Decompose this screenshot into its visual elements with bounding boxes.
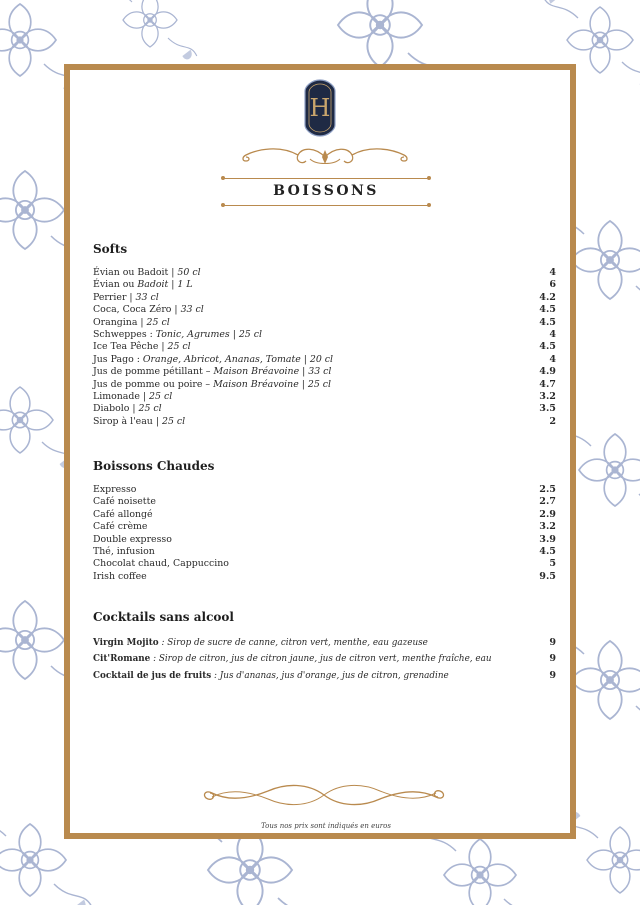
item-label <box>93 317 170 329</box>
item-price: 4.5 <box>539 316 556 328</box>
item-price: 2 <box>549 415 556 427</box>
item-price: 4.5 <box>539 341 556 353</box>
item-label: Chocolat chaud, Cappuccino <box>93 558 229 570</box>
item-label <box>93 279 193 291</box>
menu-item <box>93 391 556 403</box>
item-price: 3.9 <box>539 533 556 545</box>
menu-item <box>93 651 556 667</box>
title-rule-top <box>223 178 429 179</box>
item-detail: | 25 cl <box>129 403 162 415</box>
menu-item <box>93 366 556 378</box>
item-label <box>93 668 449 684</box>
item-detail: | 25 cl <box>158 341 191 353</box>
item-price: 4.5 <box>539 304 556 316</box>
item-price: 4.2 <box>539 291 556 303</box>
hot-drinks-list <box>93 484 556 583</box>
item-detail: | 50 cl <box>168 267 201 278</box>
item-label <box>93 267 201 279</box>
item-name: Schweppes : <box>93 328 156 340</box>
item-detail: Orange, Abricot, Ananas, Tomate | 20 cl <box>142 353 334 365</box>
menu-item <box>93 317 556 329</box>
item-detail: | 33 cl <box>126 291 159 303</box>
section-title-cocktails: Cocktails sans alcool <box>93 610 234 624</box>
page-title: BOISSONS <box>273 183 379 199</box>
menu-item <box>93 496 556 508</box>
section-title-hot-drinks: Boissons Chaudes <box>93 459 215 473</box>
item-price: 9 <box>549 653 556 665</box>
item-price: 2.5 <box>539 484 556 495</box>
item-label <box>93 329 262 341</box>
item-label <box>93 366 331 378</box>
cocktail-description: : Sirop de sucre de canne, citron vert, menthe, eau gazeuse <box>158 638 428 648</box>
logo-letter: H <box>309 94 331 122</box>
item-price: 6 <box>549 279 556 291</box>
item-name: Coca, Coca Zéro <box>93 304 172 316</box>
cocktail-name: Cocktail de jus de fruits <box>93 670 212 681</box>
item-label <box>93 341 191 353</box>
item-detail: Tonic, Agrumes | 25 cl <box>155 328 262 340</box>
item-label: Café noisette <box>93 496 156 508</box>
menu-item <box>93 635 556 651</box>
menu-item <box>93 416 556 428</box>
item-name: Sirop à l'eau <box>93 415 153 427</box>
menu-item <box>93 484 556 496</box>
menu-item <box>93 534 556 546</box>
item-label <box>93 379 331 391</box>
item-price: 9 <box>549 669 556 681</box>
item-detail: | 25 cl <box>139 390 173 402</box>
item-price: 3.2 <box>539 390 556 402</box>
menu-item <box>93 521 556 533</box>
item-label: Thé, infusion <box>93 545 155 557</box>
menu-card <box>64 64 576 839</box>
section-title-softs: Softs <box>93 242 128 256</box>
item-price: 4 <box>549 267 556 278</box>
item-label: Irish coffee <box>93 570 147 582</box>
menu-item <box>93 571 556 583</box>
cocktail-description: : Sirop de citron, jus de citron jaune, jus de citron vert, menthe fraîche, eau <box>150 654 492 665</box>
item-label <box>93 304 204 316</box>
item-detail: | 25 cl <box>137 316 170 328</box>
menu-item <box>93 403 556 415</box>
item-label <box>93 651 491 667</box>
item-price: 4 <box>549 328 556 340</box>
item-name: Orangina <box>93 316 138 328</box>
item-price: 5 <box>549 558 556 570</box>
menu-item <box>93 341 556 353</box>
title-rule-bottom <box>223 205 429 206</box>
cocktails-list <box>93 635 556 684</box>
menu-item <box>93 668 556 684</box>
item-label: Café allongé <box>93 508 153 520</box>
menu-item <box>93 267 556 279</box>
item-detail: Maison Bréavoine | 25 cl <box>213 378 332 390</box>
item-price: 3.5 <box>539 403 556 415</box>
cocktail-name: Cit'Romane <box>93 654 151 665</box>
item-label <box>93 292 159 304</box>
menu-item <box>93 509 556 521</box>
item-price: 9 <box>549 637 556 648</box>
item-detail: | 25 cl <box>152 415 186 427</box>
ornament-bottom <box>198 781 450 809</box>
monogram-logo <box>301 79 339 137</box>
item-detail: Maison Bréavoine | 33 cl <box>213 366 332 378</box>
item-name: Jus de pomme ou poire – <box>93 378 214 390</box>
item-name: Ice Tea Pêche <box>93 341 159 353</box>
item-detail: Badoit | 1 L <box>137 279 193 291</box>
menu-item <box>93 329 556 341</box>
softs-list <box>93 267 556 428</box>
item-label <box>93 391 172 403</box>
menu-item <box>93 304 556 316</box>
item-label <box>93 416 185 428</box>
item-label: Expresso <box>93 484 137 495</box>
menu-item <box>93 558 556 570</box>
menu-item <box>93 379 556 391</box>
item-price: 4.5 <box>539 545 556 557</box>
cocktail-description: : Jus d'ananas, jus d'orange, jus de citron, grenadine <box>211 670 449 681</box>
item-price: 3.2 <box>539 521 556 533</box>
menu-item <box>93 354 556 366</box>
menu-item <box>93 279 556 291</box>
item-name: Perrier <box>93 291 127 303</box>
ornament-top <box>240 145 410 169</box>
menu-item <box>93 546 556 558</box>
item-label: Café crème <box>93 521 148 533</box>
item-name: Limonade <box>93 390 140 402</box>
item-label <box>93 635 428 651</box>
prices-note: Tous nos prix sont indiqués en euros <box>261 822 391 830</box>
item-name: Évian ou <box>93 279 138 291</box>
item-price: 4.7 <box>539 378 556 390</box>
item-label <box>93 354 333 366</box>
item-price: 4.9 <box>539 366 556 378</box>
item-price: 2.9 <box>539 508 556 520</box>
item-name: Jus de pomme pétillant – <box>93 366 214 378</box>
item-label <box>93 403 162 415</box>
item-price: 4 <box>549 353 556 365</box>
item-price: 2.7 <box>539 496 556 508</box>
item-name: Évian ou Badoit <box>93 267 169 278</box>
item-label: Double expresso <box>93 533 172 545</box>
item-detail: | 33 cl <box>171 304 204 316</box>
menu-item <box>93 292 556 304</box>
item-price: 9.5 <box>539 570 556 582</box>
item-name: Diabolo <box>93 403 130 415</box>
cocktail-name: Virgin Mojito <box>93 638 159 648</box>
item-name: Jus Pago : <box>93 353 143 365</box>
